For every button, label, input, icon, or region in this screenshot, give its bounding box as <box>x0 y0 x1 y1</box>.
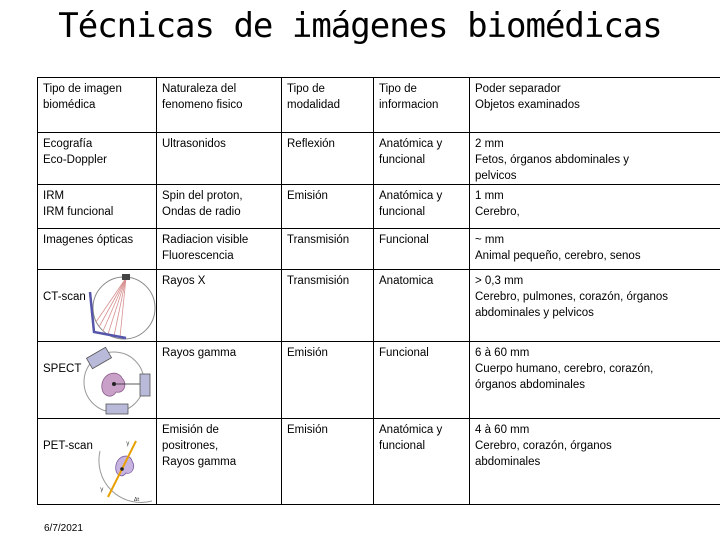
table-cell: > 0,3 mm Cerebro, pulmones, corazón, órganos abdominales y pelvicos <box>470 270 720 342</box>
table-cell <box>38 270 157 342</box>
detector-label: Δt <box>134 497 140 503</box>
ct-scanner-diagram <box>86 272 156 340</box>
table-cell: Anatómica y funcional <box>374 419 470 505</box>
header-cell: Tipo de informacion <box>374 78 470 133</box>
spect-camera-diagram <box>72 344 156 416</box>
footer-date: 6/7/2021 <box>44 523 83 534</box>
table-cell: Spin del proton, Ondas de radio <box>157 185 282 229</box>
table-row <box>38 419 720 505</box>
table-cell: Funcional <box>374 229 470 270</box>
slide-title: Técnicas de imágenes biomédicas <box>58 6 662 46</box>
row-label: PET-scan <box>43 440 93 452</box>
table-cell: Anatómica y funcional <box>374 185 470 229</box>
table-cell: Funcional <box>374 342 470 419</box>
pet-scanner-diagram <box>96 431 156 503</box>
table-cell <box>38 342 157 419</box>
table-cell: Emisión de positrones, Rayos gamma <box>157 419 282 505</box>
header-cell: Tipo de modalidad <box>282 78 374 133</box>
table-cell: 4 à 60 mm Cerebro, corazón, órganos abdominales <box>470 419 720 505</box>
header-cell: Tipo de imagen biomédica <box>38 78 157 133</box>
table-cell: Reflexión <box>282 133 374 185</box>
table-cell: ~ mm Animal pequeño, cerebro, senos <box>470 229 720 270</box>
row-label: SPECT <box>43 363 82 375</box>
imaging-techniques-table <box>37 77 720 505</box>
table-cell: 2 mm Fetos, órganos abdominales y pelvicos <box>470 133 720 185</box>
header-cell: Poder separador Objetos examinados <box>470 78 720 133</box>
table-row <box>38 133 720 185</box>
table-cell: IRM IRM funcional <box>38 185 157 229</box>
table-cell: Emisión <box>282 185 374 229</box>
table-cell: Ultrasonidos <box>157 133 282 185</box>
table-cell: Radiacion visible Fluorescencia <box>157 229 282 270</box>
header-row <box>38 78 720 133</box>
table-cell: Emisión <box>282 342 374 419</box>
table-cell: Transmisión <box>282 270 374 342</box>
table-cell: Emisión <box>282 419 374 505</box>
table-cell: 6 à 60 mm Cuerpo humano, cerebro, corazón, órganos abdominales <box>470 342 720 419</box>
gamma-label-top: γ <box>126 440 130 447</box>
table-cell: Anatómica y funcional <box>374 133 470 185</box>
table-cell: Anatomica <box>374 270 470 342</box>
table-cell: Imagenes ópticas <box>38 229 157 270</box>
gamma-label-bottom: γ <box>100 486 104 493</box>
table-cell: Transmisión <box>282 229 374 270</box>
table-cell: 1 mm Cerebro, <box>470 185 720 229</box>
table-row <box>38 270 720 342</box>
table-row <box>38 229 720 270</box>
table-row <box>38 185 720 229</box>
table-cell: Rayos gamma <box>157 342 282 419</box>
table-cell: Rayos X <box>157 270 282 342</box>
header-cell: Naturaleza del fenomeno fisico <box>157 78 282 133</box>
row-label: CT-scan <box>43 291 86 303</box>
table-cell <box>38 419 157 505</box>
table-row <box>38 342 720 419</box>
table-cell: Ecografía Eco-Doppler <box>38 133 157 185</box>
